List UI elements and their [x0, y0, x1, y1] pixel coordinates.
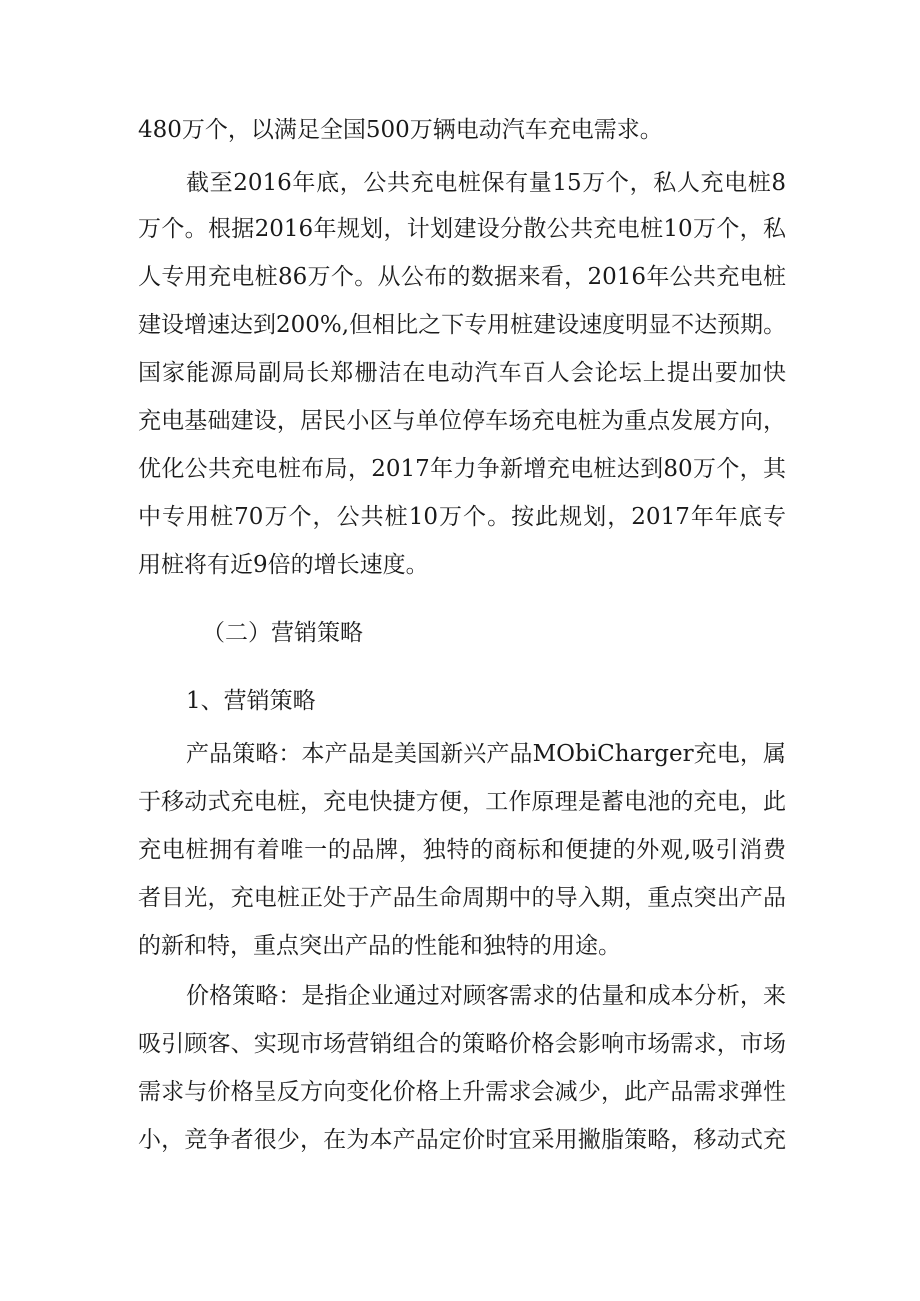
paragraph-line: 于移动式充电桩，充电快捷方便，工作原理是蓄电池的充电，此	[138, 789, 786, 815]
paragraph-line: 建设增速达到200%,但相比之下专用桩建设速度明显不达预期。	[138, 312, 787, 338]
paragraph-line: 480万个，以满足全国500万辆电动汽车充电需求。	[138, 117, 663, 143]
paragraph-line: 充电桩拥有着唯一的品牌，独特的商标和便捷的外观,吸引消费	[138, 837, 786, 863]
paragraph-line: 万个。根据2016年规划，计划建设分散公共充电桩10万个，私	[138, 216, 786, 242]
paragraph-line: 价格策略：是指企业通过对顾客需求的估量和成本分析，来	[186, 983, 786, 1009]
paragraph-line: 人专用充电桩86万个。从公布的数据来看，2016年公共充电桩	[138, 264, 786, 290]
paragraph-line: 小，竞争者很少，在为本产品定价时宜采用撇脂策略，移动式充	[138, 1127, 786, 1153]
paragraph-line: 国家能源局副局长郑栅洁在电动汽车百人会论坛上提出要加快	[138, 360, 786, 386]
paragraph-line: 吸引顾客、实现市场营销组合的策略价格会影响市场需求，市场	[138, 1031, 786, 1057]
paragraph-line: 者目光，充电桩正处于产品生命周期中的导入期，重点突出产品	[138, 885, 786, 911]
paragraph-line: 中专用桩70万个，公共桩10万个。按此规划，2017年年底专	[138, 504, 786, 530]
paragraph-line: 的新和特，重点突出产品的性能和独特的用途。	[138, 933, 621, 959]
subsection-heading: 1、营销策略	[186, 688, 316, 714]
paragraph-line: 优化公共充电桩布局，2017年力争新增充电桩达到80万个，其	[138, 456, 786, 482]
paragraph-line: 用桩将有近9倍的增长速度。	[138, 552, 429, 578]
paragraph-line: 产品策略：本产品是美国新兴产品MObiCharger充电，属	[186, 741, 786, 767]
paragraph-line: 需求与价格呈反方向变化价格上升需求会减少，此产品需求弹性	[138, 1079, 786, 1105]
paragraph-line: 截至2016年底，公共充电桩保有量15万个，私人充电桩8	[186, 170, 786, 196]
section-heading: （二）营销策略	[202, 620, 363, 646]
paragraph-line: 充电基础建设，居民小区与单位停车场充电桩为重点发展方向，	[138, 408, 786, 434]
